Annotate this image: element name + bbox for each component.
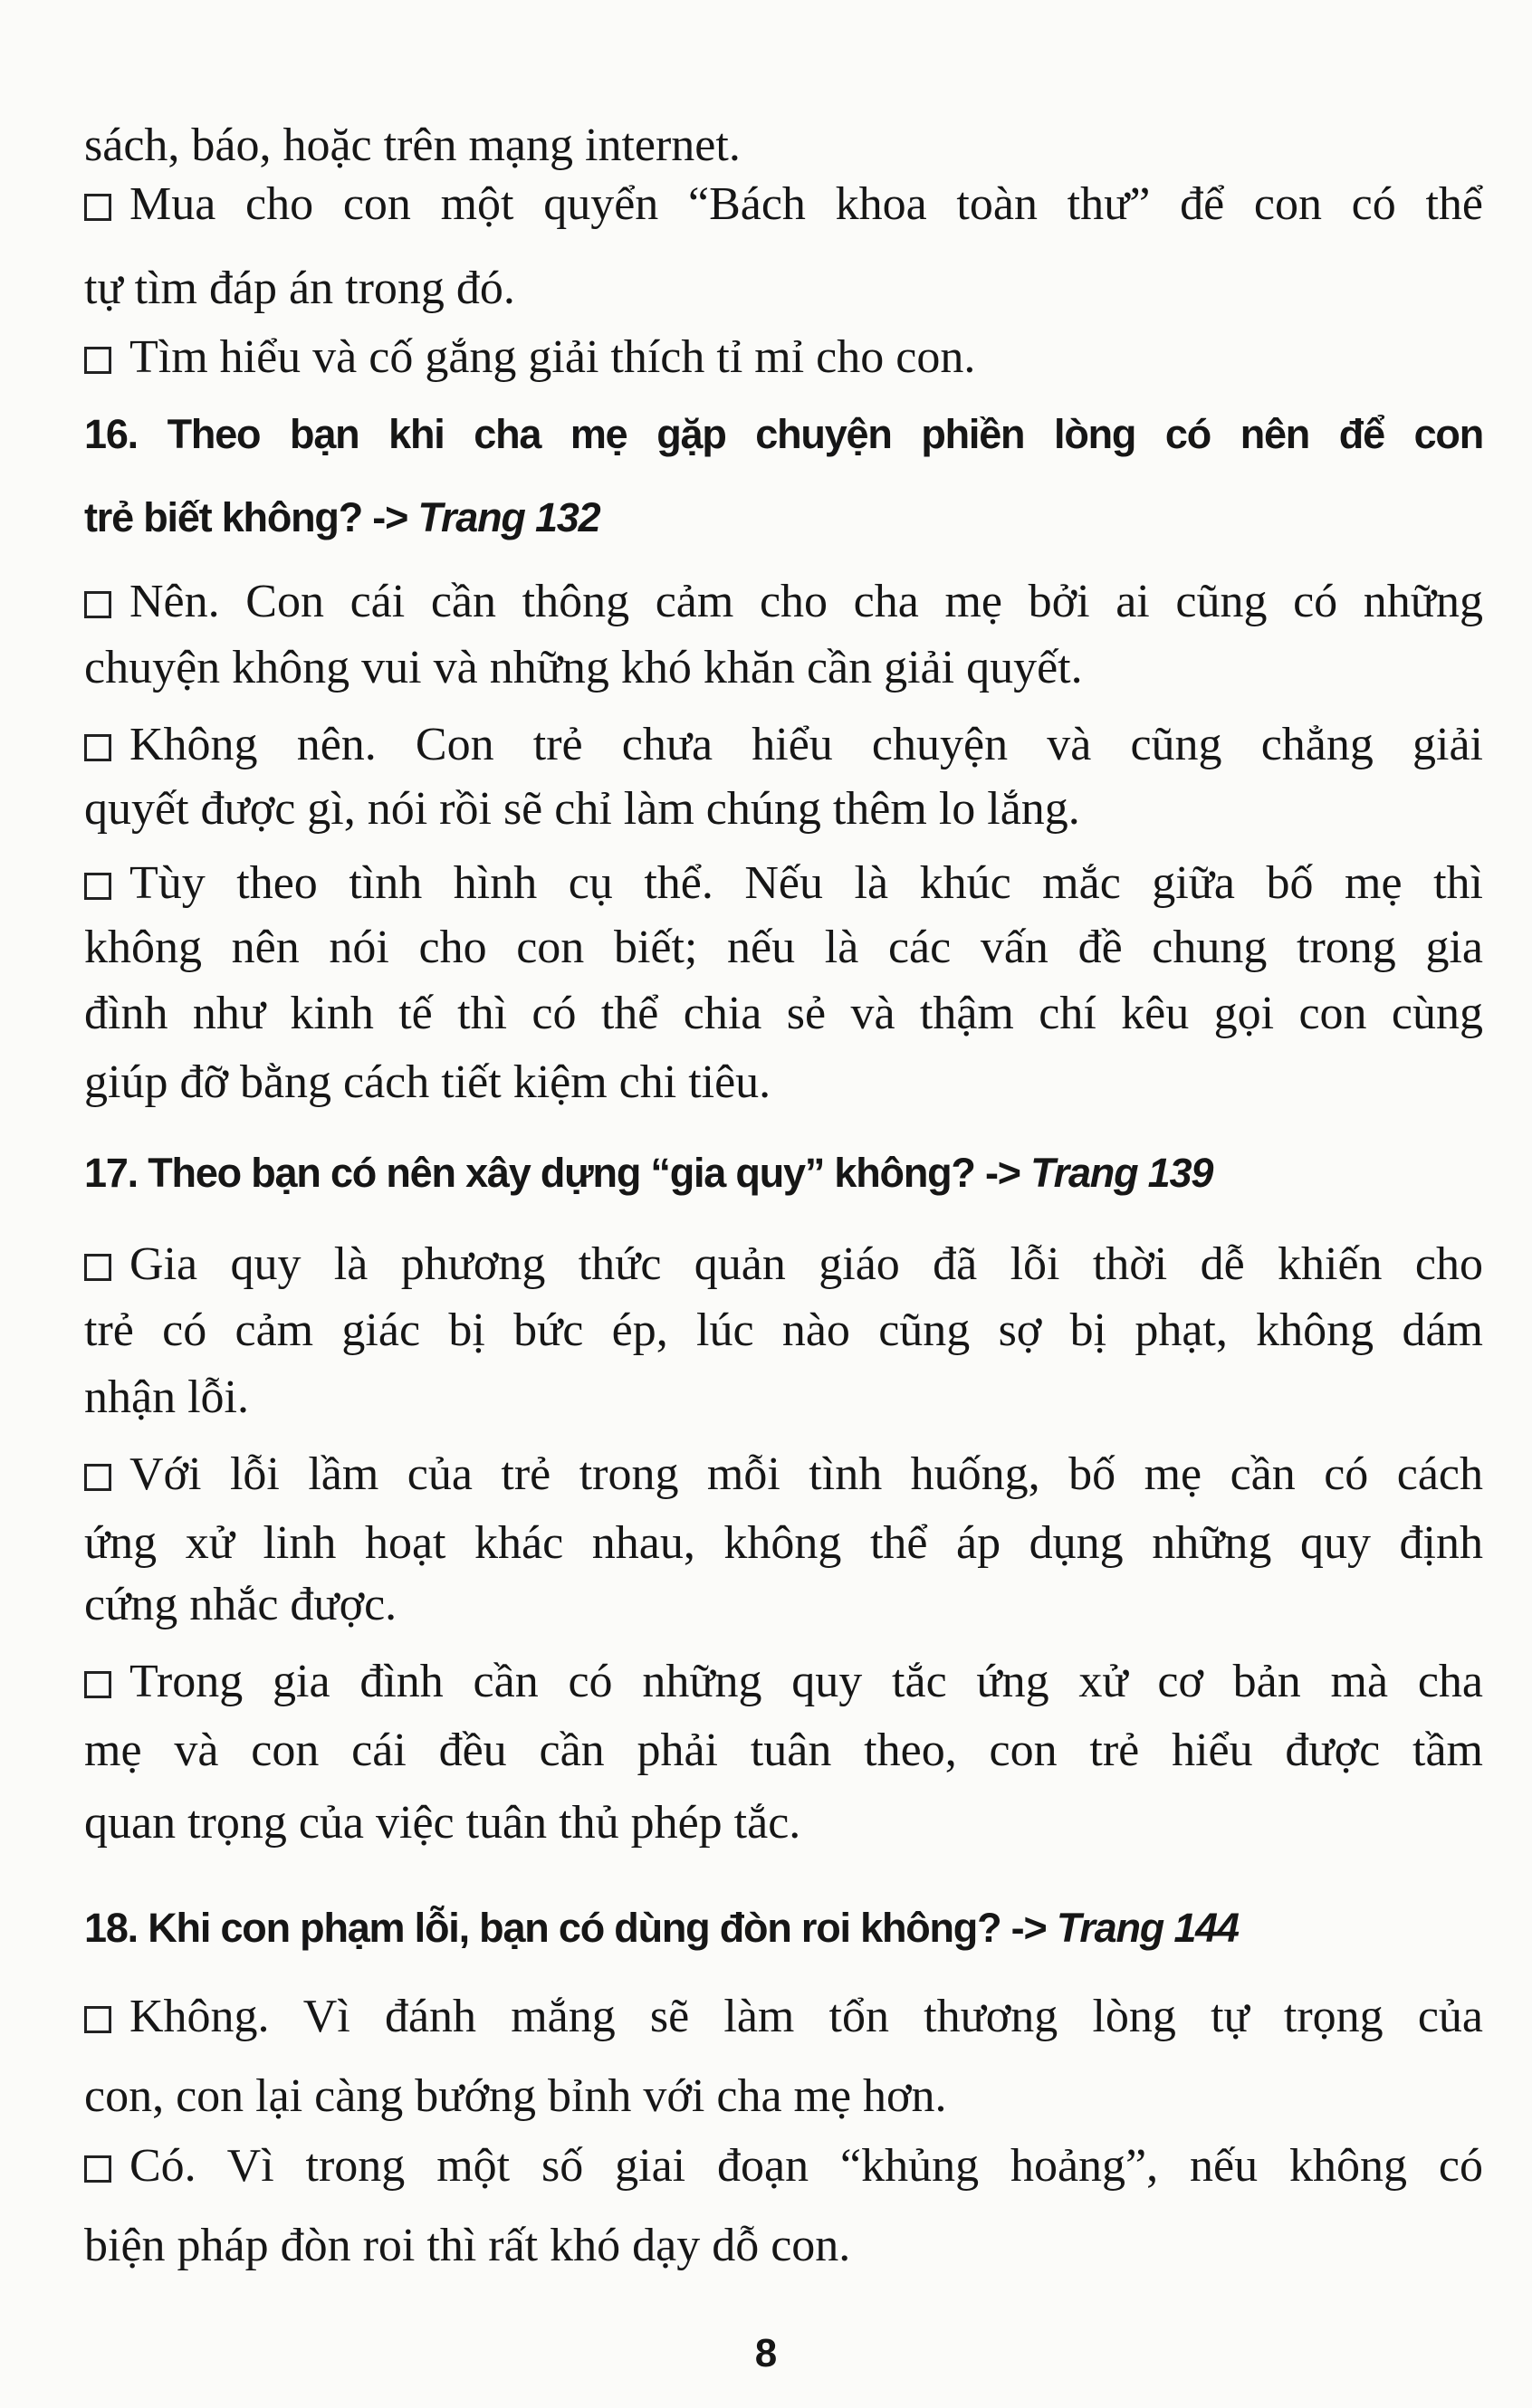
line-text: 18. Khi con phạm lỗi, bạn có dùng đòn roi không? -> bbox=[84, 1905, 1047, 1951]
line-text: nhận lỗi. bbox=[84, 1371, 249, 1423]
line-text: Tùy theo tình hình cụ thể. Nếu là khúc mắc giữa bố mẹ thì bbox=[129, 857, 1483, 909]
checkbox-icon bbox=[84, 1671, 111, 1698]
page-reference: Trang 144 bbox=[1046, 1905, 1239, 1951]
checkbox-icon bbox=[84, 591, 111, 618]
text-line bbox=[84, 1791, 1483, 1856]
text-line bbox=[84, 2064, 1483, 2129]
line-text: giúp đỡ bằng cách tiết kiệm chi tiêu. bbox=[84, 1056, 771, 1108]
question-heading-line bbox=[84, 1896, 1483, 1961]
text-line bbox=[84, 325, 1483, 390]
question-heading-line bbox=[84, 485, 1483, 550]
checkbox-icon bbox=[84, 873, 111, 900]
text-line bbox=[84, 915, 1483, 980]
text-line bbox=[84, 1298, 1483, 1363]
line-text: Gia quy là phương thức quản giáo đã lỗi thời dễ khiến cho bbox=[129, 1238, 1483, 1290]
text-line bbox=[84, 113, 1483, 178]
text-line bbox=[84, 1649, 1483, 1715]
checkbox-icon bbox=[84, 2006, 111, 2033]
text-line bbox=[84, 635, 1483, 701]
checkbox-icon bbox=[84, 347, 111, 374]
text-line bbox=[84, 1365, 1483, 1430]
line-text: tự tìm đáp án trong đó. bbox=[84, 263, 515, 314]
text-line bbox=[84, 712, 1483, 778]
line-text: trẻ có cảm giác bị bức ép, lúc nào cũng sợ bị phạt, không dám bbox=[84, 1304, 1483, 1356]
text-line bbox=[84, 1050, 1483, 1115]
line-text: Có. Vì trong một số giai đoạn “khủng hoảng”, nếu không có bbox=[129, 2140, 1483, 2192]
line-text: đình như kinh tế thì có thể chia sẻ và thậm chí kêu gọi con cùng bbox=[84, 988, 1483, 1039]
page-reference: Trang 139 bbox=[1020, 1150, 1213, 1196]
text-line bbox=[84, 2134, 1483, 2199]
line-text: biện pháp đòn roi thì rất khó dạy dỗ con. bbox=[84, 2220, 851, 2271]
line-text: quyết được gì, nói rồi sẽ chỉ làm chúng thêm lo lắng. bbox=[84, 783, 1080, 835]
line-text: Với lỗi lầm của trẻ trong mỗi tình huống, bố mẹ cần có cách bbox=[129, 1448, 1483, 1500]
line-text: Không. Vì đánh mắng sẽ làm tổn thương lòng tự trọng của bbox=[129, 1991, 1483, 2042]
checkbox-icon bbox=[84, 194, 111, 221]
line-text: chuyện không vui và những khó khăn cần giải quyết. bbox=[84, 642, 1083, 693]
line-text: cứng nhắc được. bbox=[84, 1579, 397, 1630]
text-line bbox=[84, 851, 1483, 916]
page-number: 8 bbox=[754, 2331, 778, 2375]
question-heading-line bbox=[84, 402, 1483, 467]
text-line bbox=[84, 569, 1483, 635]
text-line bbox=[84, 981, 1483, 1046]
checkbox-icon bbox=[84, 734, 111, 761]
text-line bbox=[84, 1511, 1483, 1576]
line-text: 17. Theo bạn có nên xây dựng “gia quy” không? -> bbox=[84, 1150, 1020, 1196]
page-reference: Trang 132 bbox=[407, 494, 600, 540]
line-text: con, con lại càng bướng bỉnh với cha mẹ hơn. bbox=[84, 2070, 947, 2122]
line-text: ứng xử linh hoạt khác nhau, không thể áp dụng những quy định bbox=[84, 1517, 1483, 1569]
line-text: Mua cho con một quyển “Bách khoa toàn thư” để con có thể bbox=[129, 178, 1483, 230]
line-text: trẻ biết không? -> bbox=[84, 494, 408, 540]
line-text: Nên. Con cái cần thông cảm cho cha mẹ bởi ai cũng có những bbox=[129, 576, 1483, 627]
text-line bbox=[84, 172, 1483, 237]
text-line bbox=[84, 1232, 1483, 1297]
line-text: mẹ và con cái đều cần phải tuân theo, con trẻ hiểu được tầm bbox=[84, 1725, 1483, 1776]
line-text: Không nên. Con trẻ chưa hiểu chuyện và cũng chẳng giải bbox=[129, 719, 1483, 770]
text-line bbox=[84, 2213, 1483, 2279]
text-line bbox=[84, 1572, 1483, 1638]
text-line bbox=[84, 256, 1483, 321]
checkbox-icon bbox=[84, 2155, 111, 2183]
line-text: Trong gia đình cần có những quy tắc ứng xử cơ bản mà cha bbox=[129, 1656, 1483, 1707]
text-line bbox=[84, 1442, 1483, 1507]
text-line bbox=[84, 1984, 1483, 2050]
text-line bbox=[84, 1718, 1483, 1783]
line-text: Tìm hiểu và cố gắng giải thích tỉ mỉ cho con. bbox=[129, 331, 976, 383]
line-text: sách, báo, hoặc trên mạng internet. bbox=[84, 119, 741, 171]
checkbox-icon bbox=[84, 1254, 111, 1281]
line-text: 16. Theo bạn khi cha mẹ gặp chuyện phiền lòng có nên để con bbox=[84, 411, 1483, 457]
text-line bbox=[84, 777, 1483, 842]
checkbox-icon bbox=[84, 1464, 111, 1491]
line-text: không nên nói cho con biết; nếu là các vấn đề chung trong gia bbox=[84, 922, 1483, 973]
question-heading-line bbox=[84, 1141, 1483, 1206]
line-text: quan trọng của việc tuân thủ phép tắc. bbox=[84, 1797, 801, 1849]
